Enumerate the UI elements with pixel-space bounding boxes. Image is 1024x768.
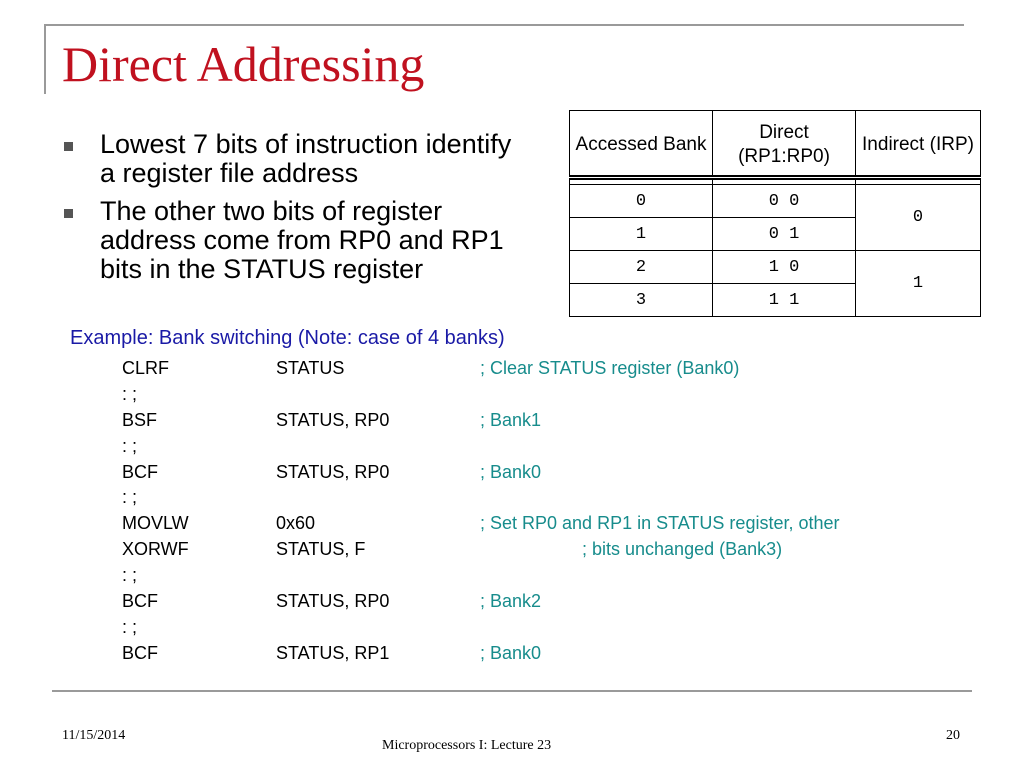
code-operand: STATUS, RP0 [276, 461, 390, 482]
code-opcode: BCF [122, 591, 158, 612]
bullet-text: The other two bits of register address come from RP0 and RP1 bits in the STATUS register [100, 196, 504, 284]
square-bullet-icon [64, 142, 73, 151]
code-opcode: : ; [122, 383, 138, 404]
direct-cell: 0 0 [713, 185, 856, 218]
code-comment: ; Set RP0 and RP1 in STATUS register, other [480, 513, 840, 534]
bank-cell: 0 [570, 185, 713, 218]
code-line [122, 485, 1002, 511]
code-comment: ; bits unchanged (Bank3) [582, 539, 783, 560]
direct-cell: 1 1 [713, 284, 856, 317]
header-indirect: Indirect (IRP) [856, 111, 981, 178]
code-comment: ; Bank2 [480, 591, 542, 612]
header-accessed-bank: Accessed Bank [570, 111, 713, 178]
code-opcode: : ; [122, 487, 138, 508]
indirect-cell: 0 [856, 185, 981, 251]
code-opcode: BCF [122, 461, 158, 482]
footer-page-number: 20 [946, 728, 960, 743]
code-line [122, 563, 1002, 589]
footer-course-title: Microprocessors I: Lecture 23 [382, 738, 552, 753]
code-opcode: : ; [122, 616, 138, 637]
code-line [122, 589, 1002, 615]
code-line [122, 537, 1002, 563]
code-line [122, 511, 1002, 537]
code-line [122, 615, 1002, 641]
code-operand: STATUS, RP1 [276, 642, 390, 663]
bullet-item [62, 197, 532, 284]
bullet-list [62, 130, 532, 293]
code-comment: ; Bank0 [480, 642, 542, 663]
code-line [122, 408, 1002, 434]
code-opcode: MOVLW [122, 513, 189, 534]
example-heading: Example: Bank switching (Note: case of 4 banks) [70, 327, 505, 349]
code-opcode: BCF [122, 642, 158, 663]
code-listing [122, 356, 1002, 667]
bank-cell: 2 [570, 251, 713, 284]
direct-cell: 1 0 [713, 251, 856, 284]
bank-cell: 1 [570, 218, 713, 251]
code-operand: STATUS, F [276, 539, 366, 560]
code-line [122, 641, 1002, 667]
code-comment: ; Bank1 [480, 409, 542, 430]
table-row [570, 251, 981, 284]
direct-cell: 0 1 [713, 218, 856, 251]
bullet-text: Lowest 7 bits of instruction identify a register file address [100, 129, 512, 188]
indirect-cell: 1 [856, 251, 981, 317]
code-opcode: XORWF [122, 539, 189, 560]
code-opcode: BSF [122, 409, 158, 430]
header-direct: Direct (RP1:RP0) [713, 111, 856, 178]
bank-selection-table [569, 110, 981, 317]
table-spacer-row [570, 178, 981, 185]
slide-frame-left-line [44, 24, 46, 94]
slide-frame-top-line [44, 24, 964, 26]
code-opcode: : ; [122, 435, 138, 456]
table-row [570, 185, 981, 218]
code-comment: ; Clear STATUS register (Bank0) [480, 358, 740, 378]
slide-footer-divider [52, 690, 972, 692]
code-comment: ; Bank0 [480, 461, 542, 482]
code-opcode: : ; [122, 565, 138, 586]
code-operand: STATUS [276, 358, 345, 378]
table-header-row [570, 111, 981, 178]
code-line [122, 460, 1002, 486]
code-opcode: CLRF [122, 358, 170, 378]
code-operand: STATUS, RP0 [276, 591, 390, 612]
slide-title: Direct Addressing [62, 36, 425, 92]
code-line [122, 434, 1002, 460]
code-operand: STATUS, RP0 [276, 409, 390, 430]
code-line [122, 356, 1002, 382]
bullet-item [62, 130, 532, 188]
square-bullet-icon [64, 209, 73, 218]
bank-cell: 3 [570, 284, 713, 317]
code-operand: 0x60 [276, 513, 316, 534]
footer-date: 11/15/2014 [62, 728, 126, 743]
code-line [122, 382, 1002, 408]
